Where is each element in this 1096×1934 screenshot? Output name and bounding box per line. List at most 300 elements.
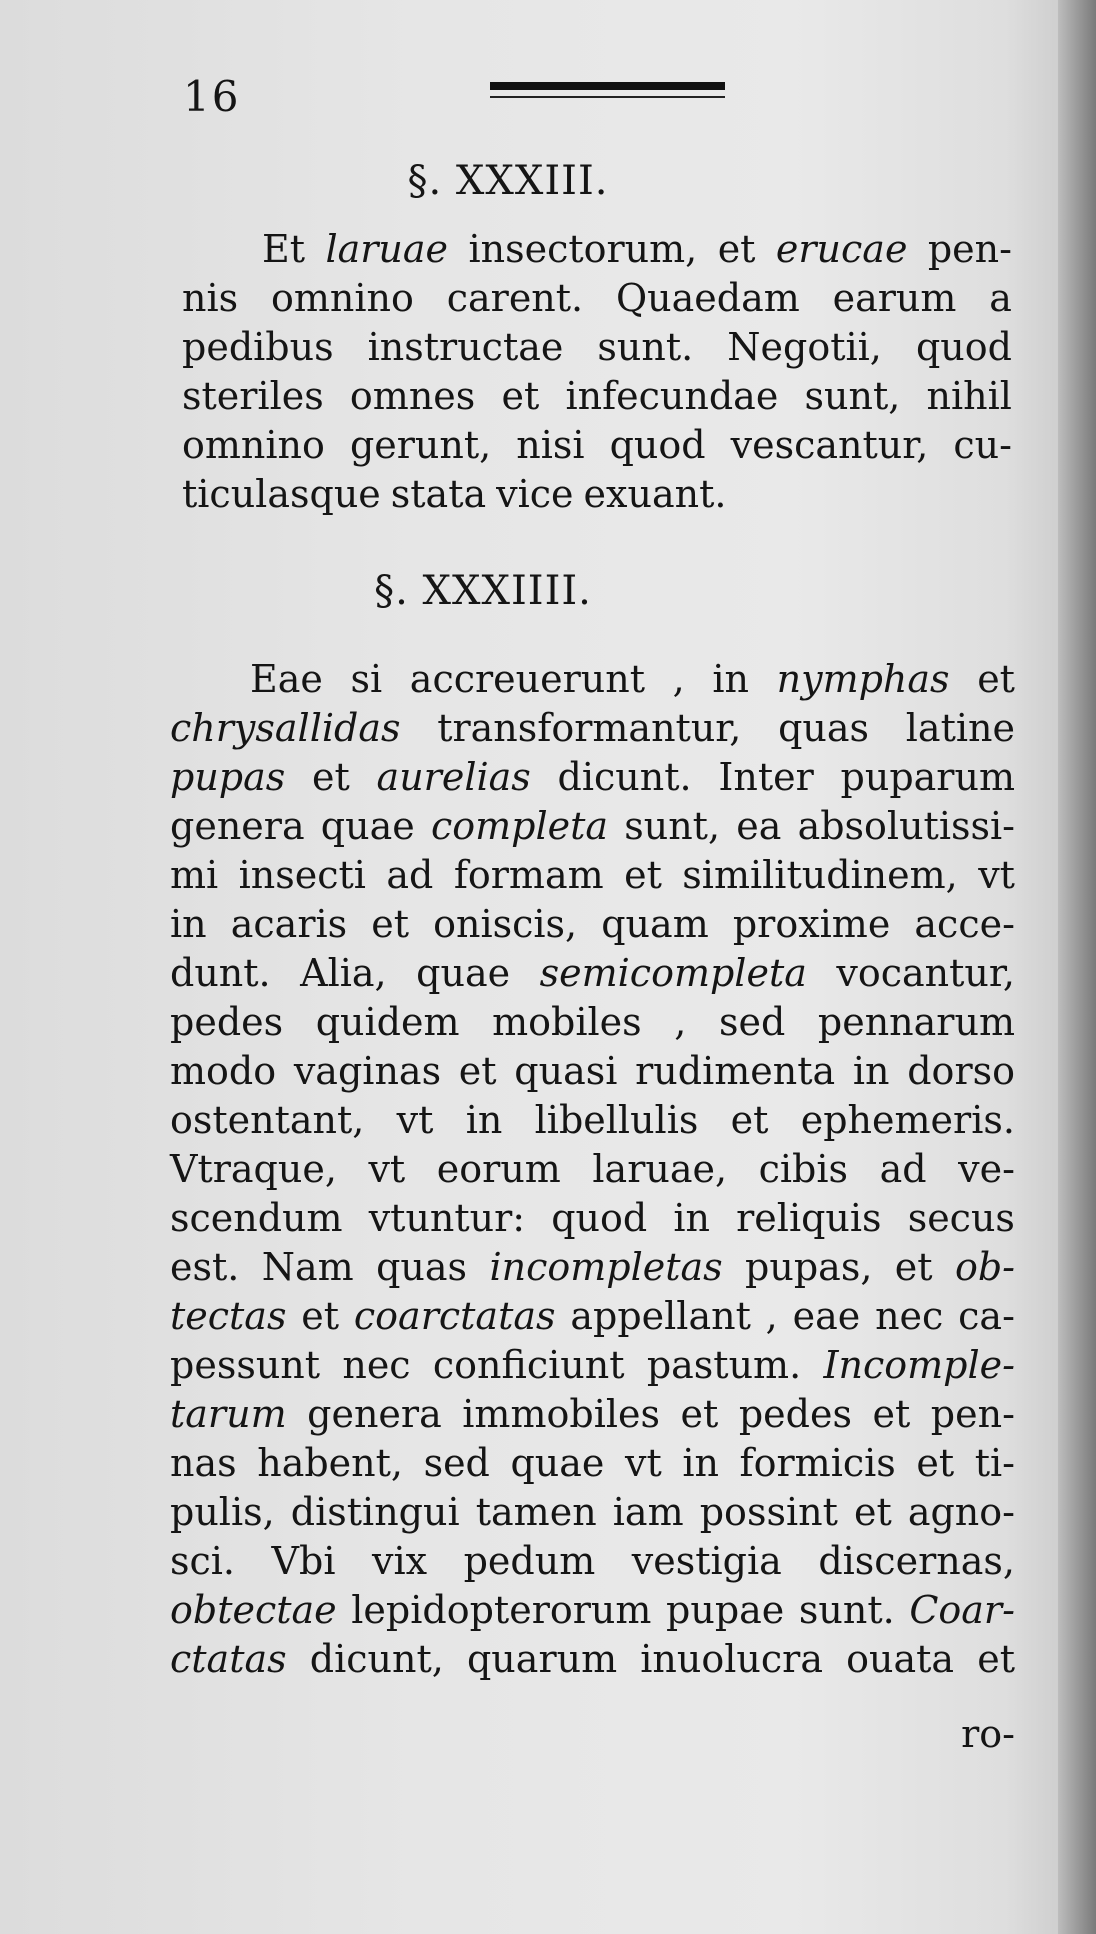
word-part: appellant xyxy=(570,1294,751,1338)
italic-term: incompletas xyxy=(489,1245,723,1289)
word xyxy=(895,1243,933,1292)
word-part: proxime xyxy=(732,902,891,946)
text-line xyxy=(170,704,1015,753)
word xyxy=(433,1341,625,1390)
word xyxy=(731,421,929,470)
word xyxy=(492,998,642,1047)
word xyxy=(682,1439,719,1488)
word xyxy=(681,1390,719,1439)
word xyxy=(875,1292,943,1341)
word xyxy=(610,421,706,470)
word-part: carent. xyxy=(446,276,584,320)
word-part: steriles xyxy=(182,374,324,418)
word xyxy=(731,1096,769,1145)
word-part: eae xyxy=(792,1294,861,1338)
word-part: sed xyxy=(423,1441,490,1485)
word xyxy=(853,1047,890,1096)
word xyxy=(170,1047,276,1096)
word-part: quidem xyxy=(315,1000,460,1044)
word xyxy=(182,470,381,519)
word xyxy=(740,1439,896,1488)
word-part: scendum xyxy=(170,1196,343,1240)
word-part: , xyxy=(674,1000,687,1044)
word xyxy=(301,1292,339,1341)
word-part: sci. xyxy=(170,1539,236,1583)
word-part: modo xyxy=(170,1049,277,1093)
word xyxy=(170,1145,337,1194)
word xyxy=(447,274,583,323)
text-line xyxy=(170,753,1015,802)
word xyxy=(312,753,350,802)
word-part: vt xyxy=(625,1441,662,1485)
word xyxy=(736,802,781,851)
word-part: vix xyxy=(372,1539,428,1583)
word-part: et xyxy=(312,755,350,799)
word xyxy=(377,753,531,802)
word xyxy=(565,372,778,421)
word-part: pedibus xyxy=(182,325,334,369)
word-part: sunt. xyxy=(798,1588,895,1632)
word-part: vice xyxy=(496,472,574,516)
italic-term: erucae xyxy=(775,227,908,271)
word xyxy=(376,1243,467,1292)
word-part: Vtraque, xyxy=(170,1147,337,1191)
word-part: ca- xyxy=(958,1294,1015,1338)
word-part: et xyxy=(872,1392,911,1436)
word xyxy=(501,372,539,421)
word xyxy=(540,949,807,998)
text-line xyxy=(170,1292,1015,1341)
word-part: si xyxy=(350,657,383,701)
word xyxy=(437,1145,561,1194)
word xyxy=(272,1537,336,1586)
word xyxy=(316,998,460,1047)
text-line xyxy=(170,655,1015,704)
word xyxy=(307,1390,442,1439)
word-part: insecti xyxy=(238,853,366,897)
word xyxy=(291,1488,460,1537)
word-part: secus xyxy=(907,1196,1015,1240)
word-part: omnino xyxy=(270,276,414,320)
word-part: quam xyxy=(601,902,709,946)
word-part: exuant. xyxy=(583,472,727,516)
word xyxy=(805,372,901,421)
word xyxy=(818,998,1015,1047)
word-part: gerunt, xyxy=(349,423,492,467)
word xyxy=(880,1145,927,1194)
word-part: puparum xyxy=(840,755,1015,799)
word xyxy=(300,949,386,998)
word-part: , xyxy=(765,1294,778,1338)
word xyxy=(719,998,785,1047)
word-part: eorum xyxy=(436,1147,561,1191)
word-part: et xyxy=(977,1637,1015,1681)
word-part: dicunt. xyxy=(557,755,692,799)
word xyxy=(958,1292,1015,1341)
word-part: et xyxy=(501,374,540,418)
word xyxy=(916,323,1012,372)
text-line xyxy=(170,851,1015,900)
word xyxy=(640,1635,823,1684)
word-part: iam xyxy=(612,1490,684,1534)
word xyxy=(841,753,1015,802)
word xyxy=(462,1390,660,1439)
word xyxy=(294,1047,441,1096)
word-part: ouata xyxy=(846,1637,955,1681)
italic-term: nymphas xyxy=(776,657,950,701)
word xyxy=(625,1439,662,1488)
word xyxy=(459,1047,497,1096)
word xyxy=(489,1243,722,1292)
word-part: sunt, xyxy=(624,804,721,848)
word xyxy=(351,1586,651,1635)
word-part: similitudinem, xyxy=(682,853,958,897)
word xyxy=(354,1292,556,1341)
word xyxy=(250,655,323,704)
header-rule-thick xyxy=(490,82,725,90)
word xyxy=(424,1439,490,1488)
section-paragraph xyxy=(170,655,1015,1684)
word xyxy=(592,1145,727,1194)
word xyxy=(712,655,749,704)
word xyxy=(799,1586,895,1635)
word xyxy=(467,1635,617,1684)
word-part: insectorum, xyxy=(468,227,698,271)
word xyxy=(551,1194,647,1243)
word-part: possint xyxy=(699,1490,838,1534)
word-part: infecundae xyxy=(565,374,779,418)
word xyxy=(350,421,491,470)
word xyxy=(739,1390,852,1439)
word-part: in xyxy=(852,1049,890,1093)
word xyxy=(776,225,908,274)
word-part: quae xyxy=(416,951,511,995)
word xyxy=(777,655,950,704)
word-part: distingui xyxy=(290,1490,460,1534)
word xyxy=(257,1439,403,1488)
text-line xyxy=(170,1047,1015,1096)
word xyxy=(908,1194,1015,1243)
word-part: transformantur, xyxy=(437,706,742,750)
word-part: omnino xyxy=(182,423,325,467)
section-paragraph xyxy=(182,225,1012,519)
word xyxy=(906,704,1015,753)
word-part: , xyxy=(672,657,685,701)
word-part: vocantur, xyxy=(836,951,1015,995)
italic-term: tarum xyxy=(170,1392,287,1436)
word xyxy=(350,372,475,421)
word xyxy=(170,1439,237,1488)
word-part: dunt. xyxy=(170,951,271,995)
word xyxy=(597,323,693,372)
word xyxy=(733,900,890,949)
page-number: 16 xyxy=(183,72,241,121)
word-part: Inter xyxy=(718,755,814,799)
word xyxy=(914,900,1015,949)
word xyxy=(182,421,325,470)
word-part: in xyxy=(170,902,207,946)
word xyxy=(466,1096,503,1145)
word xyxy=(397,1096,434,1145)
word-part: formam xyxy=(453,853,604,897)
word xyxy=(391,470,486,519)
word-part: pennarum xyxy=(817,1000,1015,1044)
word xyxy=(468,225,697,274)
word xyxy=(927,372,1012,421)
word xyxy=(931,1390,1015,1439)
word xyxy=(907,1047,1015,1096)
header-rule-thin xyxy=(490,96,725,98)
word-part: mi xyxy=(170,853,219,897)
word-part: nec xyxy=(875,1294,944,1338)
word xyxy=(514,1047,617,1096)
word xyxy=(170,900,207,949)
word xyxy=(170,1341,320,1390)
section-heading-xxxiiii: §. XXXIIII. xyxy=(374,568,592,614)
catchword-line xyxy=(170,1710,1015,1759)
word xyxy=(975,1439,1015,1488)
word-part: omnes xyxy=(349,374,476,418)
word xyxy=(928,225,1012,274)
word-part: ad xyxy=(879,1147,927,1191)
word xyxy=(873,1390,911,1439)
text-line xyxy=(182,225,1012,274)
word xyxy=(170,802,305,851)
word-part: Et xyxy=(262,227,306,271)
word-part: ticulasque xyxy=(182,472,381,516)
word xyxy=(778,704,869,753)
word xyxy=(624,851,662,900)
word-part: et xyxy=(853,1490,892,1534)
italic-term: semicompleta xyxy=(539,951,807,995)
text-line xyxy=(182,323,1012,372)
word xyxy=(170,1635,287,1684)
word-part: Nam xyxy=(261,1245,354,1289)
word xyxy=(584,470,727,519)
word xyxy=(170,704,401,753)
word-part: cu- xyxy=(953,423,1012,467)
word-part: a xyxy=(989,276,1012,320)
word xyxy=(846,1635,954,1684)
italic-term: chrysallidas xyxy=(170,706,401,750)
word xyxy=(170,998,283,1047)
word-part: quod xyxy=(609,423,706,467)
word-part: immobiles xyxy=(462,1392,660,1436)
word xyxy=(718,225,756,274)
word xyxy=(635,1047,835,1096)
word xyxy=(977,655,1015,704)
word-part: ad xyxy=(386,853,434,897)
word-part: conficiunt xyxy=(432,1343,625,1387)
text-line xyxy=(170,1488,1015,1537)
word xyxy=(616,274,800,323)
word-part: sunt. xyxy=(597,325,694,369)
word xyxy=(170,1243,239,1292)
text-line xyxy=(170,1390,1015,1439)
word xyxy=(431,802,608,851)
word-part: nas xyxy=(170,1441,237,1485)
word-part: habent, xyxy=(257,1441,403,1485)
word-part: mobiles xyxy=(492,1000,642,1044)
text-line xyxy=(170,1439,1015,1488)
word xyxy=(170,851,218,900)
catchword-block xyxy=(170,1710,1015,1759)
text-line xyxy=(170,1096,1015,1145)
word-part: Alia, xyxy=(300,951,387,995)
word xyxy=(558,753,692,802)
word xyxy=(624,802,720,851)
word xyxy=(368,323,564,372)
italic-term: tectas xyxy=(170,1294,287,1338)
text-line xyxy=(182,372,1012,421)
word-part: nis xyxy=(182,276,239,320)
word xyxy=(766,1292,778,1341)
word xyxy=(718,753,813,802)
word xyxy=(673,1194,710,1243)
word-part: vescantur, xyxy=(730,423,929,467)
word-part: cibis xyxy=(758,1147,849,1191)
word-part: agno- xyxy=(907,1490,1015,1534)
word xyxy=(170,1194,343,1243)
word xyxy=(476,1488,597,1537)
word-part: quod xyxy=(551,1196,648,1240)
text-line xyxy=(170,1243,1015,1292)
section-heading-xxxiii: §. XXXIII. xyxy=(407,158,609,204)
word-part: acaris xyxy=(230,902,348,946)
word-part: pen- xyxy=(927,227,1012,271)
italic-term: pupas xyxy=(170,755,286,799)
word xyxy=(170,1488,275,1537)
word xyxy=(368,1145,405,1194)
word-part: pupae xyxy=(666,1588,785,1632)
word-part: sed xyxy=(718,1000,786,1044)
word-part: Negotii, xyxy=(727,325,882,369)
word-part: lepidopterorum xyxy=(351,1588,652,1632)
word-part: pulis, xyxy=(170,1490,275,1534)
word xyxy=(386,851,433,900)
word-part: dorso xyxy=(907,1049,1015,1093)
word-part: et xyxy=(894,1245,933,1289)
word-part: formicis xyxy=(739,1441,896,1485)
word xyxy=(989,274,1012,323)
word-part: vaginas xyxy=(293,1049,442,1093)
word xyxy=(916,1439,954,1488)
word xyxy=(727,323,882,372)
word-part: pedes xyxy=(738,1392,852,1436)
word xyxy=(321,802,415,851)
word xyxy=(510,1439,604,1488)
word xyxy=(170,1586,337,1635)
word xyxy=(262,225,305,274)
text-line xyxy=(170,1341,1015,1390)
italic-term: completa xyxy=(430,804,609,848)
word xyxy=(673,655,685,704)
word xyxy=(170,1390,287,1439)
italic-term: laruae xyxy=(325,227,449,271)
word-part: quasi xyxy=(514,1049,618,1093)
word-part: nisi xyxy=(516,423,585,467)
word-part: in xyxy=(673,1196,711,1240)
word xyxy=(437,704,741,753)
word xyxy=(262,1243,354,1292)
text-line xyxy=(170,1194,1015,1243)
text-line xyxy=(170,1586,1015,1635)
word xyxy=(182,323,334,372)
word xyxy=(372,1537,427,1586)
word-part: acce- xyxy=(914,902,1015,946)
italic-term: aurelias xyxy=(376,755,531,799)
word-part: in xyxy=(465,1098,503,1142)
word-part: et xyxy=(977,657,1015,701)
word xyxy=(410,655,645,704)
word xyxy=(818,1537,1015,1586)
word-part: pedes xyxy=(170,1000,284,1044)
word-part: ea xyxy=(736,804,782,848)
word xyxy=(601,900,709,949)
word-part: et xyxy=(680,1392,719,1436)
word-part: tamen xyxy=(475,1490,597,1534)
word-part: inuolucra xyxy=(640,1637,823,1681)
word xyxy=(433,900,577,949)
word xyxy=(736,1194,881,1243)
word xyxy=(793,1292,861,1341)
word xyxy=(977,1635,1015,1684)
word-part: nihil xyxy=(926,374,1012,418)
word xyxy=(613,1488,684,1537)
word-part: quarum xyxy=(466,1637,618,1681)
word xyxy=(978,851,1015,900)
word xyxy=(182,372,324,421)
word-part: vt xyxy=(978,853,1015,897)
word xyxy=(371,900,409,949)
text-line xyxy=(170,1537,1015,1586)
italic-term: coarctatas xyxy=(353,1294,556,1338)
word-part: absolutissi- xyxy=(797,804,1015,848)
italic-term: ob- xyxy=(954,1245,1015,1289)
word xyxy=(535,1096,699,1145)
word xyxy=(953,421,1012,470)
word xyxy=(955,1243,1015,1292)
word-part: genera xyxy=(170,804,305,848)
word-part: vestigia xyxy=(631,1539,782,1583)
word-part: vtuntur: xyxy=(368,1196,526,1240)
word-part: ti- xyxy=(974,1441,1015,1485)
italic-term: Incomple- xyxy=(823,1343,1015,1387)
word xyxy=(342,1341,410,1390)
word xyxy=(570,1292,751,1341)
word xyxy=(836,949,1015,998)
word xyxy=(908,1488,1015,1537)
catchword: ro- xyxy=(961,1712,1015,1756)
word xyxy=(909,1586,1015,1635)
word-part: libellulis xyxy=(534,1098,699,1142)
text-line xyxy=(170,949,1015,998)
word xyxy=(239,851,366,900)
word-part: oniscis, xyxy=(433,902,578,946)
text-line xyxy=(170,998,1015,1047)
word xyxy=(182,274,238,323)
word-part: ostentant, xyxy=(170,1098,365,1142)
text-line xyxy=(170,900,1015,949)
word-part: et xyxy=(717,227,756,271)
word-part: et xyxy=(624,853,662,897)
text-line xyxy=(182,421,1012,470)
word xyxy=(325,225,448,274)
word-part: quas xyxy=(376,1245,468,1289)
word xyxy=(833,274,957,323)
word xyxy=(823,1341,1014,1390)
word-part: et xyxy=(916,1441,955,1485)
